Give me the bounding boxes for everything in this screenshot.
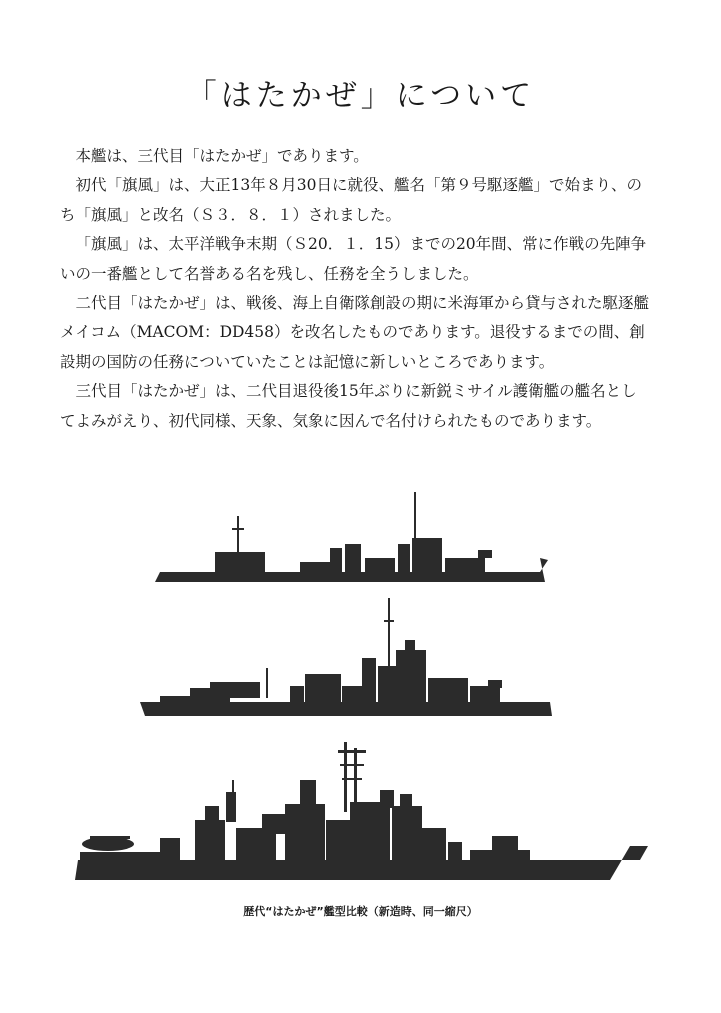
ship-silhouettes — [0, 480, 721, 900]
paragraph-2: 初代「旗風」は、大正13年８月30日に就役、艦名「第９号駆逐艦」で始まり、のち「旗風」と改名（Ｓ３．８．１）されました。 — [60, 176, 642, 224]
paragraph-5: 三代目「はたかぜ」は、二代目退役後15年ぶりに新鋭ミサイル護衛艦の艦名としてよみがえり、初代同様、天象、気象に因んで名付けられたものであります。 — [60, 382, 637, 430]
paragraph-1: 本艦は、三代目「はたかぜ」であります。 — [75, 147, 369, 165]
ship-silhouette-third — [75, 742, 648, 880]
page-title: 「はたかぜ」について — [185, 78, 536, 114]
paragraph-4: 二代目「はたかぜ」は、戦後、海上自衛隊創設の期に米海軍から貸与された駆逐艦メイコム（MACOM：DD458）を改名したものであります。退役するまでの間、創設期の国防の任務についていたことは記憶に新しいところであります。 — [60, 294, 650, 371]
paragraph-3: 「旗風」は、太平洋戦争末期（Ｓ20．１．15）までの20年間、常に作戦の先陣争いの一番艦として名誉ある名を残し、任務を全うしました。 — [60, 235, 647, 283]
ship-comparison-figure — [0, 480, 721, 900]
figure-caption: 歴代“はたかぜ”艦型比較（新造時、同一縮尺） — [243, 905, 478, 918]
ship-silhouette-first — [155, 492, 548, 582]
ship-silhouette-second — [140, 598, 552, 716]
body-text — [60, 142, 650, 436]
